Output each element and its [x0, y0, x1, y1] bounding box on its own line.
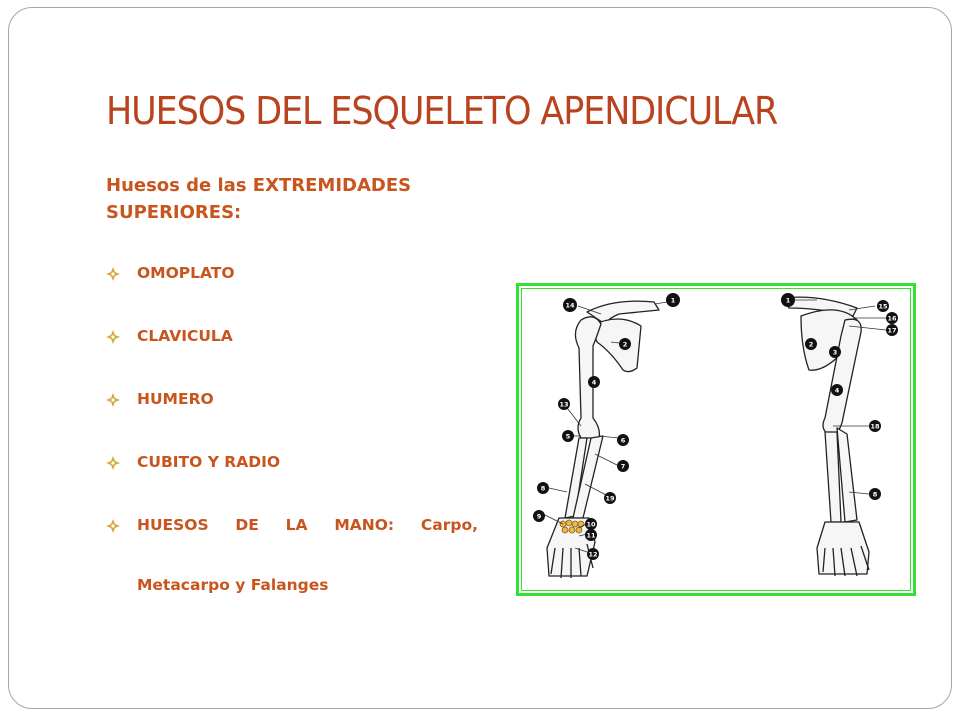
svg-text:13: 13: [559, 400, 569, 409]
svg-text:1: 1: [670, 296, 676, 305]
slide-subtitle: Huesos de las EXTREMIDADES SUPERIORES:: [106, 175, 412, 223]
arm-skeleton-icon: [519, 286, 919, 599]
svg-text:7: 7: [620, 462, 626, 471]
diamond-fleur-icon: [106, 267, 120, 281]
diamond-fleur-icon: [106, 393, 120, 407]
svg-text:12: 12: [588, 550, 598, 559]
bullet-text: CLAVICULA: [137, 327, 233, 345]
svg-text:17: 17: [887, 326, 897, 335]
arm-skeleton-figure: [516, 283, 916, 596]
bullet-item: [106, 451, 478, 514]
bullet-item: [106, 514, 478, 594]
bullet-item: [106, 325, 478, 388]
svg-text:11: 11: [586, 531, 596, 540]
diamond-fleur-icon: [106, 456, 120, 470]
svg-text:4: 4: [834, 386, 840, 395]
svg-text:2: 2: [622, 340, 628, 349]
bullet-text: CUBITO Y RADIO: [137, 453, 281, 471]
bullet-item: [106, 388, 478, 451]
bullet-item: [106, 262, 478, 325]
svg-text:16: 16: [887, 314, 897, 323]
svg-text:6: 6: [620, 436, 626, 445]
svg-text:15: 15: [878, 302, 888, 311]
svg-text:9: 9: [536, 512, 542, 521]
bullet-list: [106, 262, 478, 594]
bullet-text: HUESOS DE LA MANO: Carpo,: [137, 516, 478, 534]
svg-text:1: 1: [785, 296, 791, 305]
svg-text:5: 5: [565, 432, 571, 441]
svg-text:18: 18: [870, 422, 880, 431]
bullet-text: OMOPLATO: [137, 264, 235, 282]
svg-text:19: 19: [605, 494, 615, 503]
bullet-text-continuation: Metacarpo y Falanges: [137, 576, 329, 594]
slide-title: HUESOS DEL ESQUELETO APENDICULAR: [106, 89, 778, 133]
diamond-fleur-icon: [106, 519, 120, 533]
svg-text:3: 3: [832, 348, 838, 357]
bullet-text: HUMERO: [137, 390, 214, 408]
svg-text:8: 8: [540, 484, 546, 493]
diamond-fleur-icon: [106, 330, 120, 344]
svg-text:10: 10: [586, 520, 596, 529]
svg-text:8: 8: [872, 490, 878, 499]
svg-text:4: 4: [591, 378, 597, 387]
svg-text:14: 14: [565, 301, 575, 310]
svg-text:2: 2: [808, 340, 814, 349]
